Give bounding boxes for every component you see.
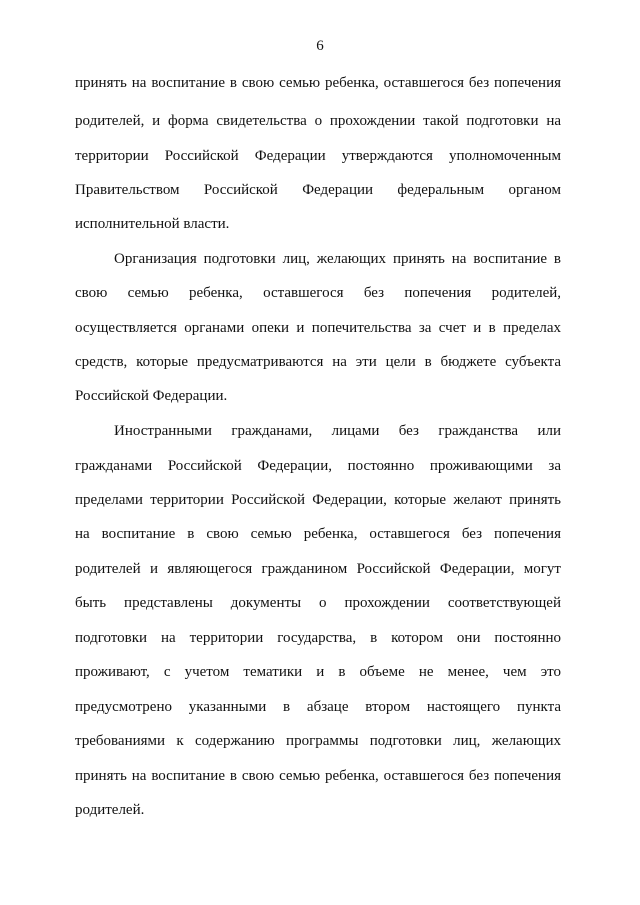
text-line: осуществляется органами опеки и попечительства за счет и в пределах — [75, 320, 561, 336]
text-line: Правительством Российской Федерации федеральным органом — [75, 182, 561, 198]
text-line: пределами территории Российской Федерации, которые желают принять — [75, 492, 561, 508]
text-line: родителей и являющегося гражданином Российской Федерации, могут — [75, 561, 561, 577]
text-line: родителей, и форма свидетельства о прохождении такой подготовки на — [75, 113, 561, 129]
text-line: исполнительной власти. — [75, 216, 230, 232]
text-line: Иностранными гражданами, лицами без гражданства или — [114, 423, 561, 439]
text-line: предусмотрено указанными в абзаце втором настоящего пункта — [75, 699, 561, 715]
text-line: требованиями к содержанию программы подготовки лиц, желающих — [75, 733, 561, 749]
page-number: 6 — [316, 38, 324, 54]
text-line: средств, которые предусматриваются на эти цели в бюджете субъекта — [75, 354, 561, 370]
text-line: подготовки на территории государства, в котором они постоянно — [75, 630, 561, 646]
text-line: свою семью ребенка, оставшегося без попечения родителей, — [75, 285, 561, 301]
text-line: Российской Федерации. — [75, 388, 228, 404]
text-line: родителей. — [75, 802, 145, 818]
text-line: принять на воспитание в свою семью ребенка, оставшегося без попечения — [75, 768, 561, 784]
text-line: гражданами Российской Федерации, постоянно проживающими за — [75, 458, 561, 474]
text-line: Организация подготовки лиц, желающих принять на воспитание в — [114, 251, 561, 267]
text-line: проживают, с учетом тематики и в объеме не менее, чем это — [75, 664, 561, 680]
text-line: быть представлены документы о прохождении соответствующей — [75, 595, 561, 611]
text-line: на воспитание в свою семью ребенка, оставшегося без попечения — [75, 526, 561, 542]
text-line: территории Российской Федерации утверждаются уполномоченным — [75, 148, 561, 164]
text-line: принять на воспитание в свою семью ребенка, оставшегося без попечения — [75, 75, 561, 91]
